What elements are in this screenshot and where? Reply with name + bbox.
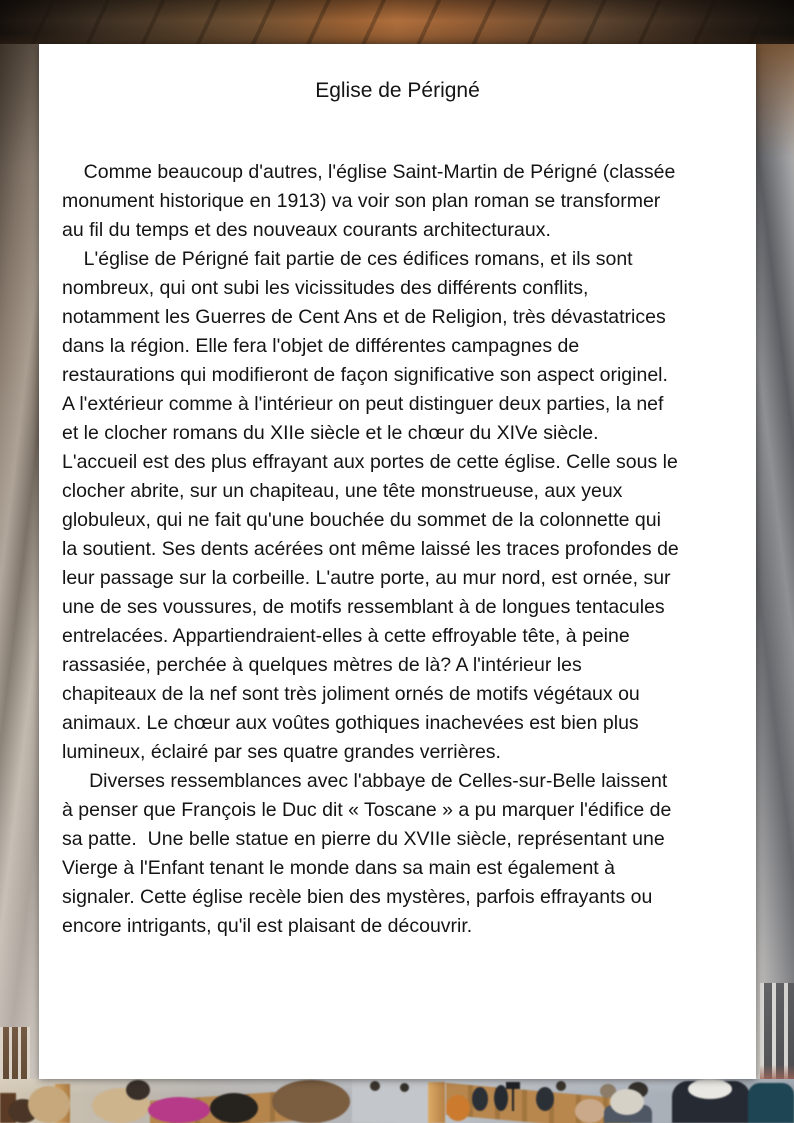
text-line: A l'extérieur comme à l'intérieur on peut distinguer deux parties, la nef [62, 393, 664, 415]
photo-music-stand [506, 1082, 520, 1089]
photo-head-blonde [28, 1086, 70, 1123]
congregation-figures [0, 1079, 794, 1123]
photo-white-scarf [688, 1079, 732, 1099]
church-pillar-left-photo [0, 44, 39, 1079]
photo-head [400, 1083, 409, 1092]
church-ceiling-photo [0, 0, 794, 46]
text-line: signaler. Cette église recèle bien des mystères, parfois effrayants ou [62, 886, 653, 908]
photo-dark-figure [210, 1093, 258, 1123]
church-pillar-right-photo [756, 44, 794, 1079]
text-line: entrelacées. Appartiendraient-elles à cette effroyable tête, à peine [62, 625, 630, 647]
text-line: lumineux, éclairé par ses quatre grandes verrières. [62, 741, 501, 763]
text-line: la soutient. Ses dents acérées ont même laissé les traces profondes de [62, 538, 679, 560]
text-line: restaurations qui modifieront de façon significative son aspect originel. [62, 364, 668, 386]
text-line: notamment les Guerres de Cent Ans et de Religion, très dévastatrices [62, 306, 666, 328]
photo-head-blonde [575, 1099, 605, 1123]
document-page [39, 44, 756, 1079]
text-line: Diverses ressemblances avec l'abbaye de Celles-sur-Belle laissent [62, 770, 668, 792]
text-line: chapiteaux de la nef sont très joliment ornés de motifs végétaux ou [62, 683, 640, 705]
page-title: Eglise de Périgné [315, 79, 480, 102]
text-line: L'accueil est des plus effrayant aux portes de cette église. Celle sous le [62, 451, 678, 473]
text-line: clocher abrite, sur un chapiteau, une tête monstrueuse, aux yeux [62, 480, 623, 502]
photo-head [126, 1080, 150, 1100]
photo-head [370, 1081, 380, 1091]
document-text [62, 158, 733, 941]
text-line: à penser que François le Duc dit « Toscane » a pu marquer l'édifice de [62, 799, 672, 821]
photo-head-brunette [272, 1080, 350, 1123]
photo-distant-figure [536, 1087, 554, 1111]
photo-distant-figure [472, 1087, 488, 1111]
text-line: monument historique en 1913) va voir son plan roman se transformer [62, 190, 661, 212]
text-line: au fil du temps et des nouveaux courants architecturaux. [62, 219, 551, 241]
text-line: et le clocher romans du XIIe siècle et le chœur du XIVe siècle. [62, 422, 599, 444]
text-line: nombreux, qui ont subi les vicissitudes des différents conflits, [62, 277, 589, 299]
text-line: encore intrigants, qu'il est plaisant de découvrir. [62, 915, 473, 937]
text-line: Comme beaucoup d'autres, l'église Saint-Martin de Périgné (classée [62, 161, 676, 183]
photo-teal-jacket [748, 1083, 794, 1123]
text-line: leur passage sur la corbeille. L'autre porte, au mur nord, est ornée, sur [62, 567, 671, 589]
photo-pink-jacket [148, 1097, 210, 1123]
text-line: une de ses voussures, de motifs ressemblant à de longues tentacules [62, 596, 665, 618]
photo-pew-end [428, 1082, 445, 1123]
text-line: rassasiée, perchée à quelques mètres de là? A l'intérieur les [62, 654, 582, 676]
text-line: Vierge à l'Enfant tenant le monde dans sa main est également à [62, 857, 615, 879]
photo-head [556, 1081, 566, 1091]
text-line: animaux. Le chœur aux voûtes gothiques inachevées est bien plus [62, 712, 639, 734]
photo-orange-jacket [446, 1095, 470, 1121]
congregation-photo [0, 1079, 794, 1123]
text-line: sa patte. Une belle statue en pierre du XVIIe siècle, représentant une [62, 828, 665, 850]
text-line: globuleux, qui ne fait qu'une bouchée du sommet de la colonnette qui [62, 509, 661, 531]
text-line: dans la région. Elle fera l'objet de différentes campagnes de [62, 335, 580, 357]
photo-head-gray [610, 1089, 644, 1115]
text-line: L'église de Périgné fait partie de ces édifices romans, et ils sont [62, 248, 633, 270]
